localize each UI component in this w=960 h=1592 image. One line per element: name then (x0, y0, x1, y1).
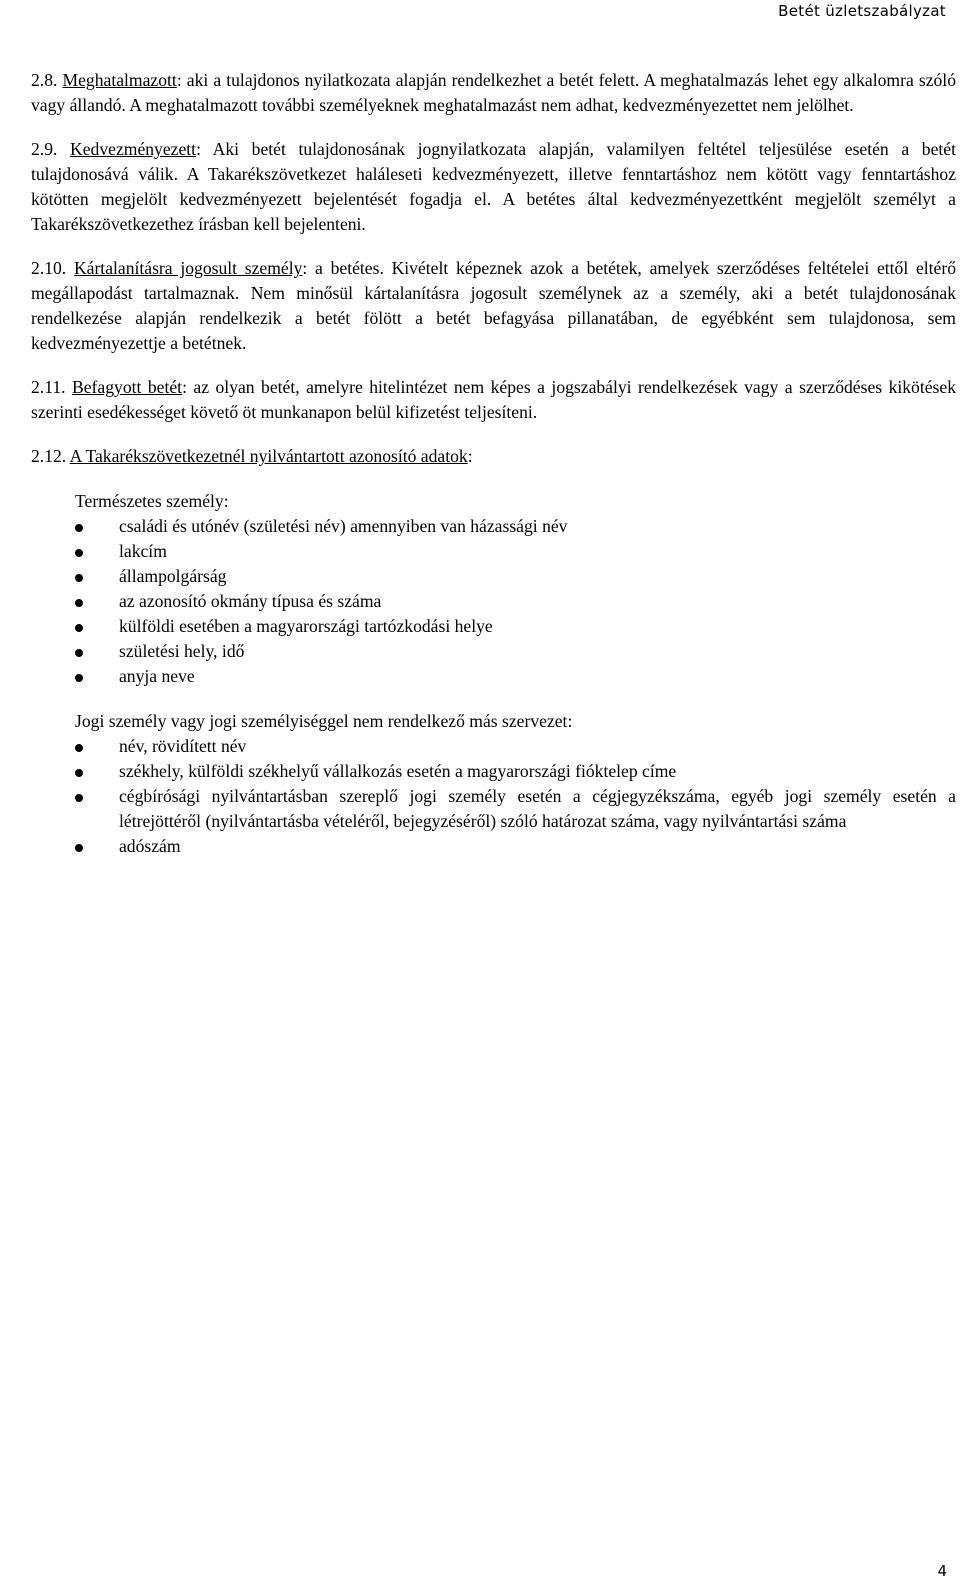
running-header: Betét üzletszabályzat (778, 2, 946, 20)
defined-term: Meghatalmazott (62, 70, 177, 90)
list-item: anyja neve (75, 664, 956, 689)
defined-term: Kártalanításra jogosult személy (73, 258, 303, 278)
list-item: születési hely, idő (75, 639, 956, 664)
section-text: : Aki betét tulajdonosának jognyilatkozata alapján, valamilyen feltétel teljesülése esetén a betét tulajdonosává válik. A Takarékszövetkezet haláleseti kedvezményezett, illetve fenntartáshoz nem kötött vagy fenntartáshoz kötötten megjelölt kedvezményezett bejelentését fogadja el. A betétes által kedvezményezettként megjelölt személyt a Takarékszövetkezethez írásban kell bejelenteni. (31, 139, 956, 234)
natural-person-heading: Természetes személy: (75, 491, 229, 511)
bullet-icon (75, 674, 83, 682)
section-2-11 (31, 375, 956, 425)
bullet-icon (75, 844, 83, 852)
list-item: székhely, külföldi székhelyű vállalkozás esetén a magyarországi fióktelep címe (75, 759, 956, 784)
list-item: családi és utónév (születési név) amennyiben van házassági név (75, 514, 956, 539)
section-2-12 (31, 444, 956, 469)
bullet-icon (75, 624, 83, 632)
bullet-icon (75, 599, 83, 607)
section-number: 2.8. (31, 70, 58, 90)
defined-term: Kedvezményezett (70, 139, 197, 159)
bullet-icon (75, 574, 83, 582)
defined-term: A Takarékszövetkezetnél nyilvántartott azonosító adatok (69, 446, 468, 466)
list-item: cégbírósági nyilvántartásban szereplő jogi személy esetén a cégjegyzékszáma, egyéb jogi személy esetén a létrejöttéről (nyilvántartásba vételéről, bejegyzéséről) szóló határozat száma, vagy nyilvántartási száma (75, 784, 956, 834)
list-item: név, rövidített név (75, 734, 956, 759)
bullet-icon (75, 744, 83, 752)
legal-person-list (75, 734, 956, 859)
section-number: 2.9. (31, 139, 58, 159)
section-2-10 (31, 256, 956, 356)
section-text: : a betétes. Kivételt képeznek azok a betétek, amelyek szerződéses feltételei ettől eltérő megállapodást tartalmaznak. Nem minősül kártalanításra jogosult személynek az a személy, aki a betét tulajdonosának rendelkezése alapján rendelkezik a betét fölött a betét befagyása pillanatában, de egyébként sem tulajdonosa, sem kedvezményezettje a betétnek. (31, 258, 956, 353)
bullet-icon (75, 794, 83, 802)
section-text: : az olyan betét, amelyre hitelintézet nem képes a jogszabályi rendelkezések vagy a szerződéses kikötések szerinti esedékességet követő öt munkanapon belül kifizetést teljesíteni. (31, 377, 957, 422)
page-number: 4 (937, 1562, 947, 1580)
list-item: lakcím (75, 539, 956, 564)
list-item: az azonosító okmány típusa és száma (75, 589, 956, 614)
defined-term: Befagyott betét (72, 377, 183, 397)
list-item: külföldi esetében a magyarországi tartózkodási helye (75, 614, 956, 639)
list-item: állampolgárság (75, 564, 956, 589)
list-item: adószám (75, 834, 956, 859)
bullet-icon (75, 769, 83, 777)
section-number: 2.12. (31, 446, 67, 466)
legal-person-heading: Jogi személy vagy jogi személyiséggel nem rendelkező más szervezet: (75, 711, 573, 731)
section-text: : aki a tulajdonos nyilatkozata alapján rendelkezhet a betét felett. A meghatalmazás lehet egy alkalomra szóló vagy állandó. A meghatalmazott további személyeknek meghatalmazást nem adhat, kedvezményezettet nem jelölhet. (31, 70, 956, 115)
section-2-9 (31, 137, 956, 237)
section-number: 2.11. (31, 377, 66, 397)
section-text: : (467, 446, 473, 466)
document-body (31, 68, 956, 878)
section-number: 2.10. (31, 258, 67, 278)
natural-person-list (75, 514, 956, 689)
section-2-8 (31, 68, 956, 118)
bullet-icon (75, 549, 83, 557)
bullet-icon (75, 524, 83, 532)
bullet-icon (75, 649, 83, 657)
